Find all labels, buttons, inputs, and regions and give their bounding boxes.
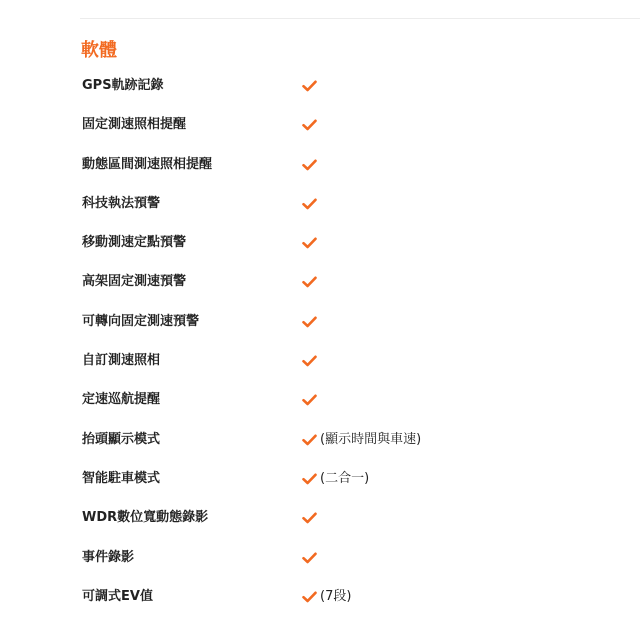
check-icon [302, 552, 317, 564]
check-icon [302, 394, 317, 406]
spec-note: (7段) [320, 588, 352, 604]
spec-note: (二合一) [320, 470, 370, 486]
check-icon [302, 434, 317, 446]
spec-value [302, 548, 320, 568]
spec-row [0, 498, 640, 537]
spec-row [0, 145, 640, 184]
spec-list [0, 66, 640, 616]
spec-value [302, 115, 320, 135]
spec-label: 抬頭顯示模式 [82, 431, 161, 447]
spec-value [302, 508, 320, 528]
spec-value [302, 272, 320, 292]
spec-label: 可轉向固定測速預警 [82, 313, 200, 329]
spec-row [0, 341, 640, 380]
spec-value [302, 312, 320, 332]
section-title: 軟體 [81, 40, 117, 61]
spec-value [302, 351, 320, 371]
spec-value [302, 469, 369, 489]
spec-value [302, 194, 320, 214]
check-icon [302, 119, 317, 131]
spec-label: 智能駐車模式 [82, 470, 161, 486]
spec-value [302, 76, 320, 96]
spec-row [0, 66, 640, 105]
spec-row [0, 380, 640, 419]
check-icon [302, 355, 317, 367]
spec-label: 可調式EV值 [82, 588, 153, 604]
check-icon [302, 198, 317, 210]
spec-label: 移動測速定點預警 [82, 235, 187, 251]
spec-value [302, 155, 320, 175]
check-icon [302, 473, 317, 485]
spec-label: WDR數位寬動態錄影 [82, 510, 209, 526]
spec-row [0, 105, 640, 144]
spec-row [0, 577, 640, 616]
top-divider [80, 18, 640, 19]
check-icon [302, 591, 317, 603]
spec-row [0, 302, 640, 341]
spec-value [302, 390, 320, 410]
spec-value [302, 430, 421, 450]
spec-value [302, 233, 320, 253]
check-icon [302, 237, 317, 249]
check-icon [302, 80, 317, 92]
spec-label: 事件錄影 [82, 549, 135, 565]
spec-value [302, 587, 351, 607]
spec-label: 科技執法預警 [82, 195, 161, 211]
check-icon [302, 159, 317, 171]
spec-label: 定速巡航提醒 [82, 392, 161, 408]
spec-label: 動態區間測速照相提醒 [82, 156, 213, 172]
spec-row [0, 459, 640, 498]
check-icon [302, 276, 317, 288]
spec-row [0, 223, 640, 262]
spec-label: 高架固定測速預警 [82, 274, 187, 290]
spec-note: (顯示時間與車速) [320, 431, 422, 447]
check-icon [302, 316, 317, 328]
spec-row [0, 420, 640, 459]
spec-label: 自訂測速照相 [82, 353, 161, 369]
spec-label: 固定測速照相提醒 [82, 117, 187, 133]
spec-row [0, 262, 640, 301]
spec-row [0, 184, 640, 223]
spec-label: GPS軌跡記錄 [82, 78, 164, 93]
check-icon [302, 512, 317, 524]
spec-row [0, 538, 640, 577]
